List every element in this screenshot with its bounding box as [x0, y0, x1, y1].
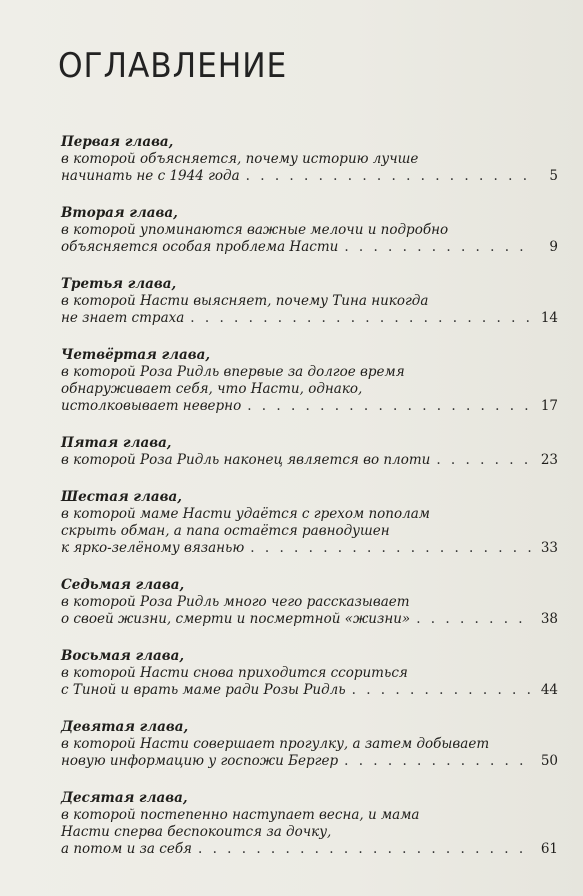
chapter-final-line — [61, 239, 558, 256]
chapter-description-end: не знает страха — [61, 310, 185, 326]
chapter-final-line — [61, 753, 558, 770]
toc-entry — [61, 134, 558, 185]
chapter-description-line: в которой постепенно наступает весна, и мама — [61, 807, 420, 823]
chapter-final-line — [61, 611, 558, 628]
chapter-description-end: о своей жизни, смерти и посмертной «жизни» — [61, 611, 411, 627]
chapter-title: Седьмая глава, — [61, 577, 185, 593]
chapter-final-line — [61, 682, 558, 699]
page-number: 38 — [540, 611, 558, 627]
chapter-title: Вторая глава, — [61, 205, 178, 221]
page-number: 44 — [540, 682, 558, 698]
chapter-description-end: объясняется особая проблема Насти — [61, 239, 339, 255]
page-number: 5 — [549, 168, 558, 184]
chapter-title: Девятая глава, — [61, 719, 189, 735]
chapter-description-line: в которой Насти совершает прогулку, а затем добывает — [61, 736, 490, 752]
chapter-description-end: а потом и за себя — [61, 841, 192, 857]
chapter-description-line: в которой объясняется, почему историю лучше — [61, 151, 419, 167]
toc-entry — [61, 347, 558, 415]
chapter-description-end: новую информацию у госпожи Бергер — [61, 753, 339, 769]
dot-leader — [198, 841, 532, 858]
dot-leader — [190, 310, 532, 327]
table-of-contents — [61, 134, 558, 878]
dot-leader — [436, 452, 532, 469]
dot-leader — [246, 168, 532, 185]
dot-leader — [250, 540, 532, 557]
page-number: 17 — [540, 398, 558, 414]
chapter-title: Третья глава, — [61, 276, 177, 292]
chapter-title: Первая глава, — [61, 134, 174, 150]
chapter-final-line — [61, 540, 558, 557]
page-number: 61 — [540, 841, 558, 857]
page-number: 9 — [549, 239, 558, 255]
toc-entry — [61, 577, 558, 628]
toc-entry — [61, 648, 558, 699]
chapter-description-line: скрыть обман, а папа остаётся равнодушен — [61, 523, 390, 539]
chapter-description-line: в которой Роза Ридль много чего рассказывает — [61, 594, 410, 610]
chapter-title: Десятая глава, — [61, 790, 188, 806]
chapter-description-line: в которой маме Насти удаётся с грехом пополам — [61, 506, 430, 522]
page-title: ОГЛАВЛЕНИЕ — [58, 46, 288, 86]
dot-leader — [352, 682, 532, 699]
chapter-title: Шестая глава, — [61, 489, 182, 505]
chapter-final-line — [61, 398, 558, 415]
dot-leader — [344, 753, 532, 770]
chapter-final-line — [61, 452, 558, 469]
toc-entry — [61, 276, 558, 327]
toc-entry — [61, 719, 558, 770]
chapter-description-end: истолковывает неверно — [61, 398, 242, 414]
dot-leader — [416, 611, 532, 628]
chapter-description-end: к ярко-зелёному вязанью — [61, 540, 245, 556]
chapter-description-line: в которой Насти выясняет, почему Тина никогда — [61, 293, 429, 309]
toc-entry — [61, 489, 558, 557]
chapter-description-line: в которой упоминаются важные мелочи и подробно — [61, 222, 449, 238]
chapter-description-line: в которой Роза Ридль впервые за долгое время — [61, 364, 405, 380]
chapter-title: Четвёртая глава, — [61, 347, 211, 363]
chapter-final-line — [61, 310, 558, 327]
dot-leader — [344, 239, 532, 256]
chapter-title: Восьмая глава, — [61, 648, 185, 664]
chapter-final-line — [61, 168, 558, 185]
page-number: 14 — [540, 310, 558, 326]
toc-entry — [61, 790, 558, 858]
chapter-description-end: в которой Роза Ридль наконец является во плоти — [61, 452, 431, 468]
chapter-title: Пятая глава, — [61, 435, 172, 451]
chapter-description-line: в которой Насти снова приходится ссориться — [61, 665, 408, 681]
chapter-final-line — [61, 841, 558, 858]
page-number: 23 — [540, 452, 558, 468]
chapter-description-end: с Тиной и врать маме ради Розы Ридль — [61, 682, 346, 698]
toc-entry — [61, 435, 558, 469]
toc-entry — [61, 205, 558, 256]
page-number: 33 — [540, 540, 558, 556]
page-number: 50 — [540, 753, 558, 769]
chapter-description-end: начинать не с 1944 года — [61, 168, 240, 184]
chapter-description-line: Насти сперва беспокоится за дочку, — [61, 824, 332, 840]
dot-leader — [247, 398, 532, 415]
chapter-description-line: обнаруживает себя, что Насти, однако, — [61, 381, 363, 397]
